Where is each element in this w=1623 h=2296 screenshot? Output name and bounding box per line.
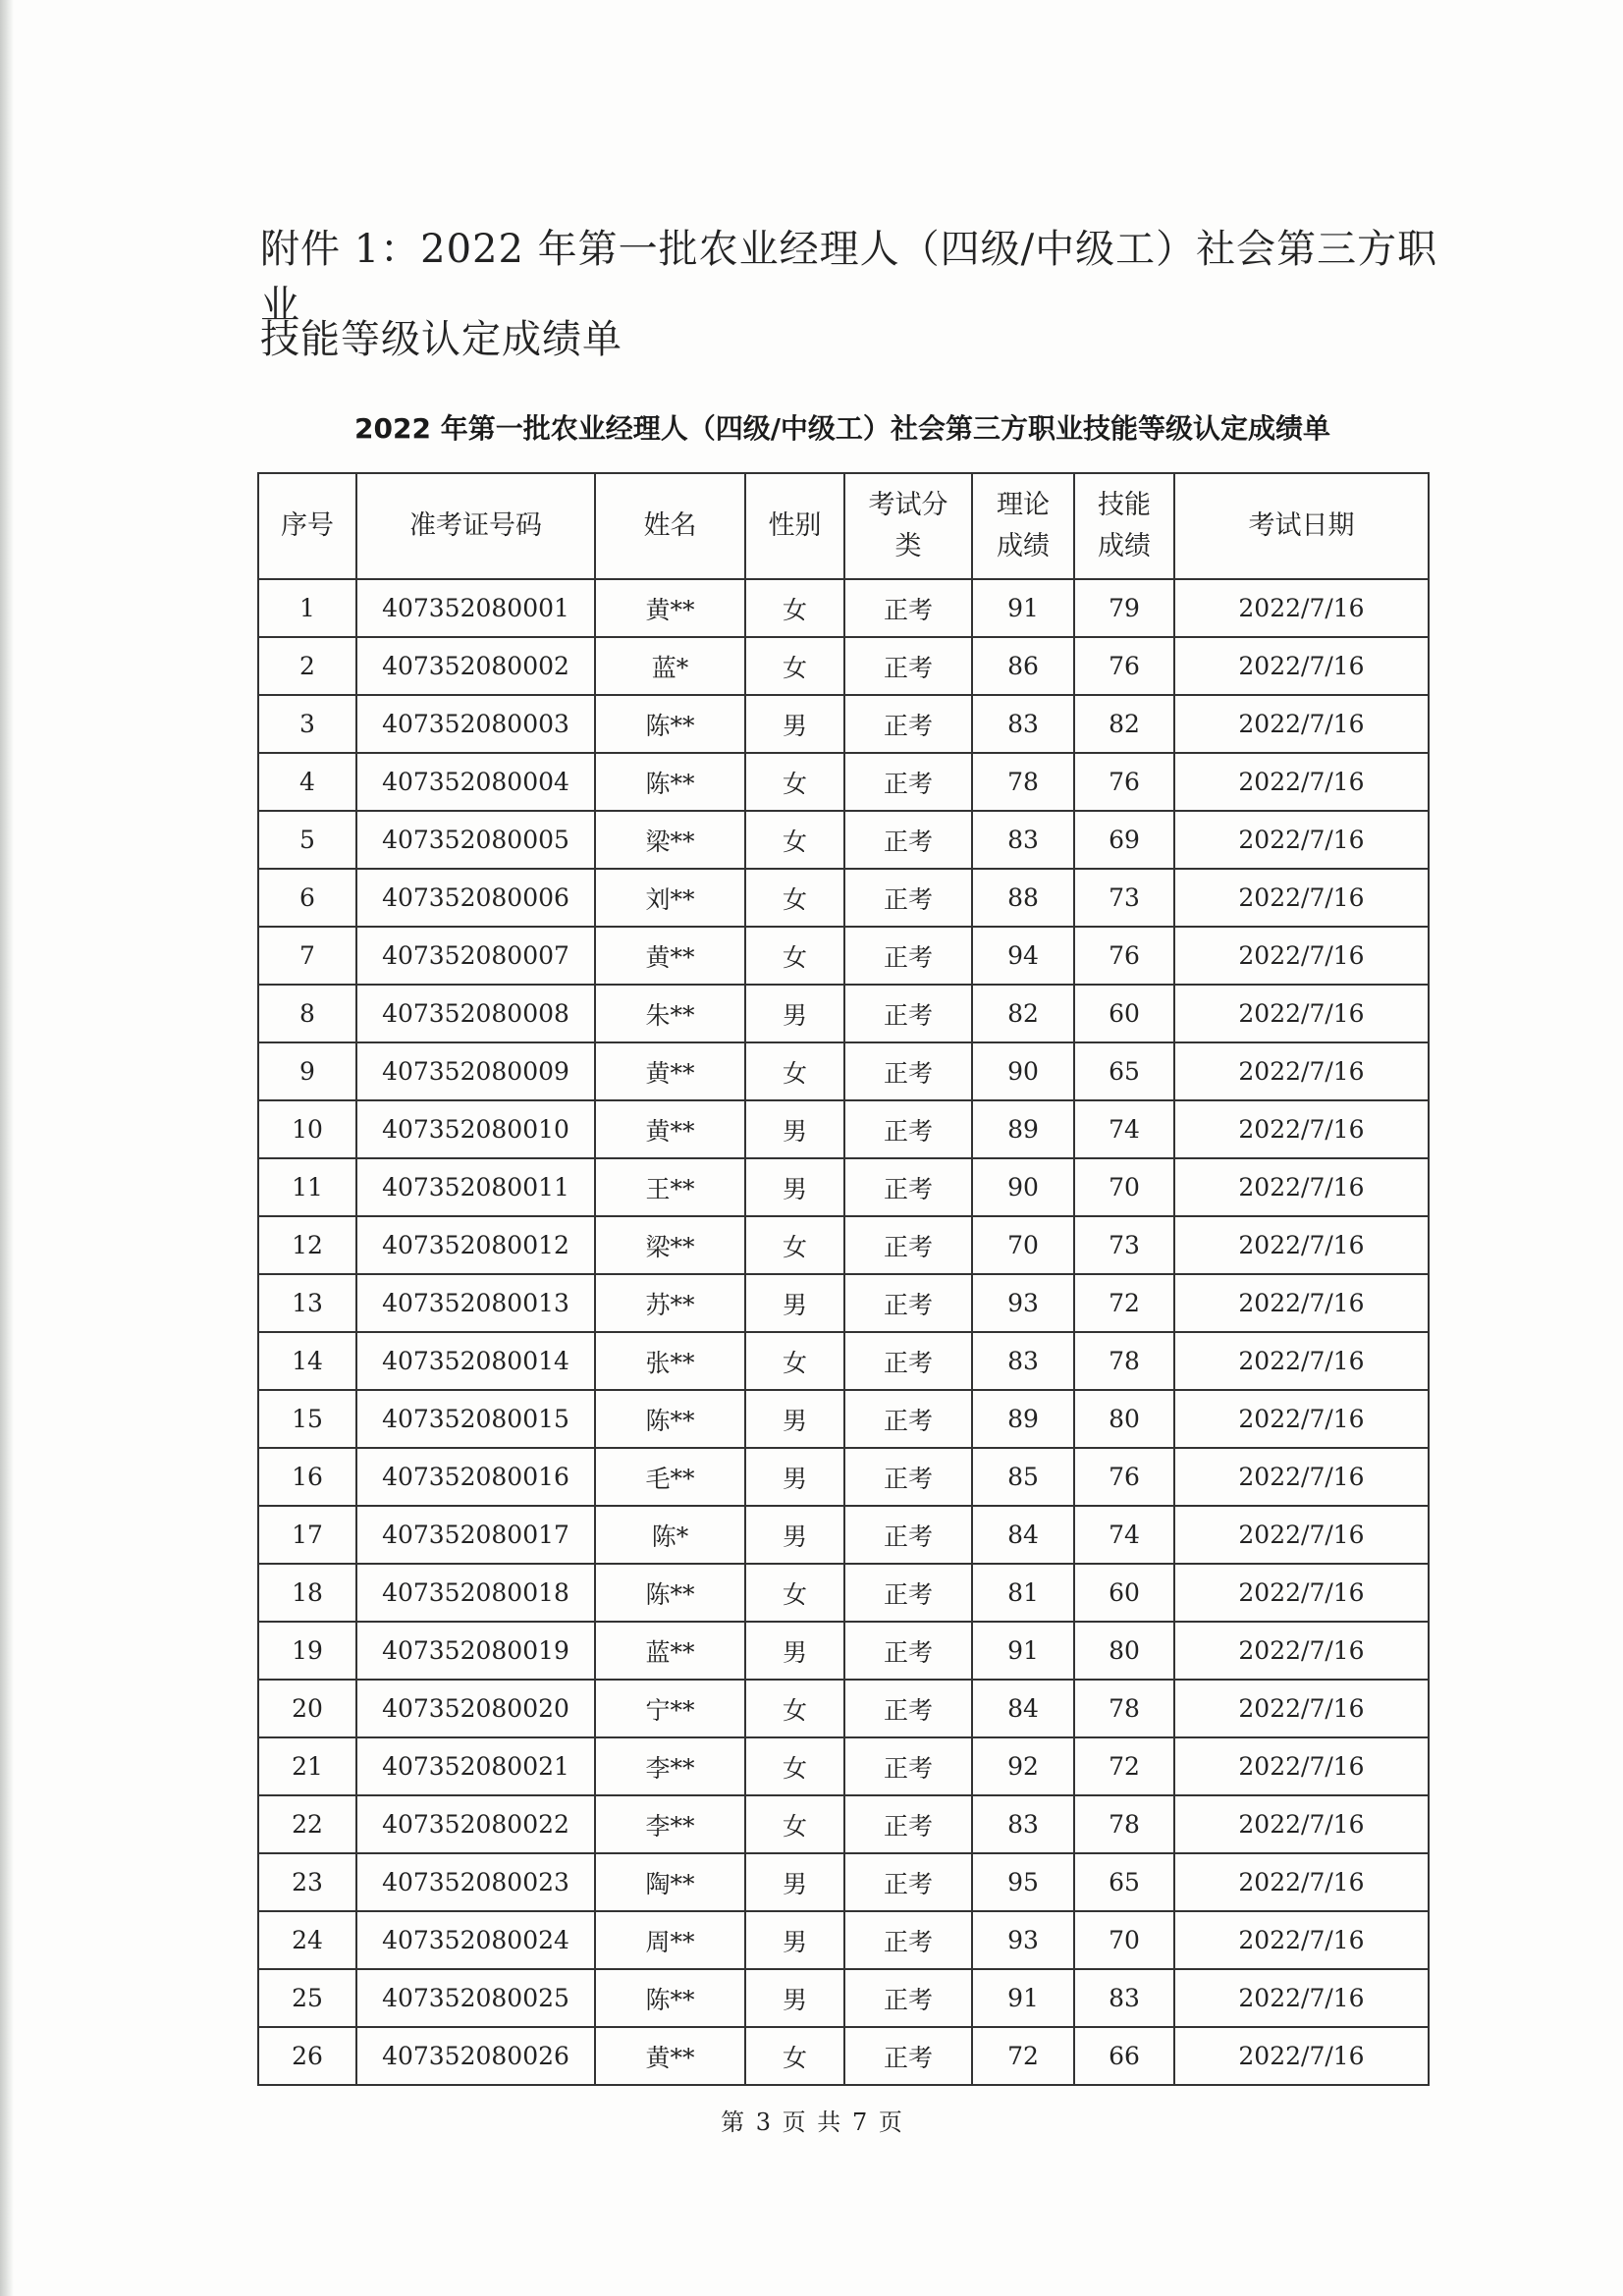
table-row: [258, 1969, 1429, 2027]
cell-gender: 男: [745, 1100, 844, 1158]
cell-skill-score: 73: [1074, 1216, 1174, 1274]
table-row: [258, 579, 1429, 637]
cell-theory-score: 84: [972, 1506, 1074, 1564]
table-row: [258, 1506, 1429, 1564]
cell-name: 梁**: [595, 1216, 745, 1274]
cell-gender: 女: [745, 1042, 844, 1100]
table-row: [258, 1390, 1429, 1448]
cell-gender: 女: [745, 1795, 844, 1853]
cell-exam-date: 2022/7/16: [1174, 869, 1429, 927]
cell-exam-type: 正考: [844, 1853, 972, 1911]
table-row: [258, 869, 1429, 927]
table-row: [258, 695, 1429, 753]
cell-skill-score: 83: [1074, 1969, 1174, 2027]
cell-name: 陶**: [595, 1853, 745, 1911]
cell-skill-score: 70: [1074, 1911, 1174, 1969]
cell-name: 苏**: [595, 1274, 745, 1332]
cell-exam-date: 2022/7/16: [1174, 1332, 1429, 1390]
cell-exam-type: 正考: [844, 985, 972, 1042]
cell-seq: 18: [258, 1564, 356, 1622]
cell-exam-date: 2022/7/16: [1174, 1506, 1429, 1564]
cell-name: 刘**: [595, 869, 745, 927]
table-row: [258, 1564, 1429, 1622]
cell-exam-date: 2022/7/16: [1174, 1911, 1429, 1969]
cell-exam-type: 正考: [844, 1332, 972, 1390]
cell-skill-score: 78: [1074, 1332, 1174, 1390]
table-row: [258, 1216, 1429, 1274]
cell-exam-type: 正考: [844, 1042, 972, 1100]
cell-exam-id: 407352080022: [356, 1795, 595, 1853]
cell-exam-id: 407352080024: [356, 1911, 595, 1969]
cell-exam-date: 2022/7/16: [1174, 579, 1429, 637]
page-number: 第 3 页 共 7 页: [721, 2109, 902, 2136]
cell-name: 黄**: [595, 927, 745, 985]
cell-exam-id: 407352080012: [356, 1216, 595, 1274]
cell-exam-type: 正考: [844, 1158, 972, 1216]
attachment-heading-line-1: 附件 1：2022 年第一批农业经理人（四级/中级工）社会第三方职业: [260, 227, 1438, 328]
cell-theory-score: 89: [972, 1390, 1074, 1448]
header-name: 姓名: [595, 473, 745, 579]
cell-name: 周**: [595, 1911, 745, 1969]
cell-name: 梁**: [595, 811, 745, 869]
cell-exam-date: 2022/7/16: [1174, 811, 1429, 869]
cell-skill-score: 76: [1074, 927, 1174, 985]
cell-name: 陈**: [595, 1564, 745, 1622]
cell-skill-score: 76: [1074, 1448, 1174, 1506]
cell-exam-type: 正考: [844, 1564, 972, 1622]
cell-exam-id: 407352080007: [356, 927, 595, 985]
cell-theory-score: 83: [972, 695, 1074, 753]
cell-name: 李**: [595, 1795, 745, 1853]
cell-exam-date: 2022/7/16: [1174, 1100, 1429, 1158]
cell-exam-id: 407352080016: [356, 1448, 595, 1506]
cell-theory-score: 83: [972, 1332, 1074, 1390]
header-skill-score: [1074, 473, 1174, 579]
cell-skill-score: 72: [1074, 1274, 1174, 1332]
table-row: [258, 1158, 1429, 1216]
cell-exam-date: 2022/7/16: [1174, 927, 1429, 985]
cell-gender: 男: [745, 1506, 844, 1564]
cell-exam-type: 正考: [844, 1448, 972, 1506]
cell-exam-id: 407352080023: [356, 1853, 595, 1911]
cell-gender: 女: [745, 753, 844, 811]
cell-theory-score: 86: [972, 637, 1074, 695]
cell-seq: 24: [258, 1911, 356, 1969]
cell-exam-date: 2022/7/16: [1174, 1448, 1429, 1506]
cell-seq: 12: [258, 1216, 356, 1274]
cell-gender: 男: [745, 1911, 844, 1969]
table-row: [258, 1332, 1429, 1390]
header-theory-line-1: 理论: [997, 490, 1050, 520]
cell-seq: 5: [258, 811, 356, 869]
cell-skill-score: 66: [1074, 2027, 1174, 2085]
table-row: [258, 1911, 1429, 1969]
cell-theory-score: 91: [972, 1969, 1074, 2027]
cell-exam-date: 2022/7/16: [1174, 1622, 1429, 1680]
attachment-heading-line-2: 技能等级认定成绩单: [260, 317, 622, 362]
cell-gender: 女: [745, 579, 844, 637]
table-body: [258, 579, 1429, 2085]
cell-theory-score: 88: [972, 869, 1074, 927]
cell-exam-id: 407352080025: [356, 1969, 595, 2027]
cell-exam-id: 407352080009: [356, 1042, 595, 1100]
header-exam-type-line-2: 类: [894, 531, 922, 561]
cell-skill-score: 78: [1074, 1680, 1174, 1737]
cell-name: 陈*: [595, 1506, 745, 1564]
cell-theory-score: 91: [972, 1622, 1074, 1680]
cell-seq: 23: [258, 1853, 356, 1911]
cell-skill-score: 70: [1074, 1158, 1174, 1216]
cell-exam-id: 407352080014: [356, 1332, 595, 1390]
cell-theory-score: 89: [972, 1100, 1074, 1158]
cell-exam-type: 正考: [844, 579, 972, 637]
cell-exam-date: 2022/7/16: [1174, 2027, 1429, 2085]
cell-name: 张**: [595, 1332, 745, 1390]
cell-exam-id: 407352080006: [356, 869, 595, 927]
cell-exam-id: 407352080015: [356, 1390, 595, 1448]
cell-seq: 8: [258, 985, 356, 1042]
cell-skill-score: 82: [1074, 695, 1174, 753]
table-row: [258, 1853, 1429, 1911]
cell-name: 朱**: [595, 985, 745, 1042]
cell-name: 黄**: [595, 579, 745, 637]
cell-gender: 男: [745, 1448, 844, 1506]
header-theory-line-2: 成绩: [997, 531, 1050, 561]
cell-name: 陈**: [595, 753, 745, 811]
cell-exam-type: 正考: [844, 811, 972, 869]
table-row: [258, 1622, 1429, 1680]
cell-exam-date: 2022/7/16: [1174, 985, 1429, 1042]
cell-exam-id: 407352080003: [356, 695, 595, 753]
cell-exam-type: 正考: [844, 1216, 972, 1274]
table-row: [258, 1737, 1429, 1795]
header-skill-line-1: 技能: [1098, 490, 1151, 520]
table-row: [258, 753, 1429, 811]
cell-name: 蓝**: [595, 1622, 745, 1680]
cell-exam-id: 407352080018: [356, 1564, 595, 1622]
header-exam-type-line-1: 考试分: [868, 490, 948, 520]
cell-exam-type: 正考: [844, 869, 972, 927]
cell-gender: 女: [745, 1680, 844, 1737]
cell-theory-score: 91: [972, 579, 1074, 637]
cell-exam-type: 正考: [844, 1390, 972, 1448]
cell-skill-score: 72: [1074, 1737, 1174, 1795]
cell-exam-date: 2022/7/16: [1174, 1274, 1429, 1332]
cell-theory-score: 85: [972, 1448, 1074, 1506]
cell-skill-score: 78: [1074, 1795, 1174, 1853]
table-row: [258, 1274, 1429, 1332]
cell-theory-score: 78: [972, 753, 1074, 811]
cell-theory-score: 72: [972, 2027, 1074, 2085]
cell-gender: 女: [745, 811, 844, 869]
cell-exam-date: 2022/7/16: [1174, 753, 1429, 811]
cell-skill-score: 60: [1074, 1564, 1174, 1622]
cell-theory-score: 95: [972, 1853, 1074, 1911]
cell-gender: 女: [745, 1216, 844, 1274]
cell-exam-date: 2022/7/16: [1174, 1564, 1429, 1622]
header-exam-type: [844, 473, 972, 579]
cell-exam-date: 2022/7/16: [1174, 1969, 1429, 2027]
cell-seq: 2: [258, 637, 356, 695]
table-row: [258, 811, 1429, 869]
cell-gender: 女: [745, 869, 844, 927]
cell-name: 蓝*: [595, 637, 745, 695]
cell-theory-score: 83: [972, 1795, 1074, 1853]
cell-name: 陈**: [595, 1969, 745, 2027]
cell-skill-score: 73: [1074, 869, 1174, 927]
cell-exam-id: 407352080013: [356, 1274, 595, 1332]
cell-exam-type: 正考: [844, 927, 972, 985]
cell-skill-score: 65: [1074, 1042, 1174, 1100]
header-theory-score: [972, 473, 1074, 579]
cell-exam-date: 2022/7/16: [1174, 637, 1429, 695]
table-row: [258, 927, 1429, 985]
cell-gender: 男: [745, 1274, 844, 1332]
cell-skill-score: 74: [1074, 1506, 1174, 1564]
cell-gender: 男: [745, 1158, 844, 1216]
cell-exam-type: 正考: [844, 637, 972, 695]
cell-exam-type: 正考: [844, 2027, 972, 2085]
cell-skill-score: 60: [1074, 985, 1174, 1042]
cell-exam-id: 407352080010: [356, 1100, 595, 1158]
cell-skill-score: 80: [1074, 1390, 1174, 1448]
cell-name: 黄**: [595, 2027, 745, 2085]
cell-seq: 10: [258, 1100, 356, 1158]
cell-exam-id: 407352080002: [356, 637, 595, 695]
header-exam-date: 考试日期: [1174, 473, 1429, 579]
cell-name: 黄**: [595, 1100, 745, 1158]
header-gender: 性别: [745, 473, 844, 579]
cell-skill-score: 74: [1074, 1100, 1174, 1158]
cell-theory-score: 70: [972, 1216, 1074, 1274]
cell-exam-type: 正考: [844, 753, 972, 811]
cell-seq: 11: [258, 1158, 356, 1216]
cell-seq: 25: [258, 1969, 356, 2027]
cell-gender: 女: [745, 637, 844, 695]
cell-seq: 15: [258, 1390, 356, 1448]
cell-exam-date: 2022/7/16: [1174, 1390, 1429, 1448]
cell-seq: 22: [258, 1795, 356, 1853]
cell-skill-score: 76: [1074, 637, 1174, 695]
cell-theory-score: 90: [972, 1042, 1074, 1100]
cell-seq: 7: [258, 927, 356, 985]
cell-name: 王**: [595, 1158, 745, 1216]
cell-theory-score: 83: [972, 811, 1074, 869]
cell-theory-score: 84: [972, 1680, 1074, 1737]
cell-exam-date: 2022/7/16: [1174, 1158, 1429, 1216]
header-seq: 序号: [258, 473, 356, 579]
cell-exam-type: 正考: [844, 1737, 972, 1795]
cell-skill-score: 80: [1074, 1622, 1174, 1680]
table-row: [258, 985, 1429, 1042]
cell-exam-id: 407352080005: [356, 811, 595, 869]
cell-exam-date: 2022/7/16: [1174, 1680, 1429, 1737]
cell-exam-type: 正考: [844, 1680, 972, 1737]
cell-exam-id: 407352080017: [356, 1506, 595, 1564]
cell-exam-id: 407352080019: [356, 1622, 595, 1680]
cell-seq: 1: [258, 579, 356, 637]
cell-name: 李**: [595, 1737, 745, 1795]
header-skill-line-2: 成绩: [1098, 531, 1151, 561]
cell-exam-type: 正考: [844, 1795, 972, 1853]
cell-name: 宁**: [595, 1680, 745, 1737]
scan-edge: [0, 0, 14, 2296]
cell-exam-id: 407352080011: [356, 1158, 595, 1216]
cell-gender: 男: [745, 1969, 844, 2027]
cell-seq: 26: [258, 2027, 356, 2085]
cell-theory-score: 94: [972, 927, 1074, 985]
cell-exam-id: 407352080008: [356, 985, 595, 1042]
cell-exam-id: 407352080020: [356, 1680, 595, 1737]
cell-exam-date: 2022/7/16: [1174, 695, 1429, 753]
cell-exam-id: 407352080001: [356, 579, 595, 637]
cell-theory-score: 93: [972, 1911, 1074, 1969]
cell-seq: 3: [258, 695, 356, 753]
cell-exam-id: 407352080004: [356, 753, 595, 811]
cell-gender: 女: [745, 2027, 844, 2085]
cell-skill-score: 76: [1074, 753, 1174, 811]
cell-seq: 19: [258, 1622, 356, 1680]
table-row: [258, 1100, 1429, 1158]
cell-exam-date: 2022/7/16: [1174, 1853, 1429, 1911]
cell-gender: 女: [745, 1332, 844, 1390]
cell-exam-id: 407352080026: [356, 2027, 595, 2085]
cell-exam-date: 2022/7/16: [1174, 1795, 1429, 1853]
cell-gender: 男: [745, 1622, 844, 1680]
cell-theory-score: 81: [972, 1564, 1074, 1622]
cell-gender: 女: [745, 1737, 844, 1795]
cell-seq: 14: [258, 1332, 356, 1390]
cell-seq: 21: [258, 1737, 356, 1795]
cell-gender: 女: [745, 1564, 844, 1622]
cell-skill-score: 79: [1074, 579, 1174, 637]
cell-gender: 男: [745, 1853, 844, 1911]
cell-exam-date: 2022/7/16: [1174, 1042, 1429, 1100]
cell-seq: 4: [258, 753, 356, 811]
cell-exam-date: 2022/7/16: [1174, 1737, 1429, 1795]
table-title: 2022 年第一批农业经理人（四级/中级工）社会第三方职业技能等级认定成绩单: [354, 412, 1330, 445]
cell-exam-type: 正考: [844, 695, 972, 753]
cell-name: 陈**: [595, 1390, 745, 1448]
cell-theory-score: 92: [972, 1737, 1074, 1795]
cell-gender: 女: [745, 927, 844, 985]
cell-seq: 16: [258, 1448, 356, 1506]
grades-table: [257, 472, 1430, 2086]
table-header-row: [258, 473, 1429, 579]
cell-skill-score: 69: [1074, 811, 1174, 869]
cell-gender: 男: [745, 985, 844, 1042]
cell-name: 黄**: [595, 1042, 745, 1100]
cell-name: 毛**: [595, 1448, 745, 1506]
cell-gender: 男: [745, 1390, 844, 1448]
cell-exam-type: 正考: [844, 1100, 972, 1158]
cell-exam-type: 正考: [844, 1969, 972, 2027]
table-row: [258, 1680, 1429, 1737]
cell-seq: 9: [258, 1042, 356, 1100]
cell-theory-score: 90: [972, 1158, 1074, 1216]
table-row: [258, 637, 1429, 695]
cell-gender: 男: [745, 695, 844, 753]
table-row: [258, 1042, 1429, 1100]
cell-exam-date: 2022/7/16: [1174, 1216, 1429, 1274]
table-row: [258, 1448, 1429, 1506]
cell-name: 陈**: [595, 695, 745, 753]
cell-seq: 13: [258, 1274, 356, 1332]
cell-seq: 20: [258, 1680, 356, 1737]
cell-theory-score: 93: [972, 1274, 1074, 1332]
cell-seq: 17: [258, 1506, 356, 1564]
cell-exam-type: 正考: [844, 1274, 972, 1332]
cell-exam-type: 正考: [844, 1506, 972, 1564]
cell-theory-score: 82: [972, 985, 1074, 1042]
cell-skill-score: 65: [1074, 1853, 1174, 1911]
header-exam-id: 准考证号码: [356, 473, 595, 579]
table-row: [258, 1795, 1429, 1853]
cell-exam-type: 正考: [844, 1622, 972, 1680]
cell-exam-type: 正考: [844, 1911, 972, 1969]
cell-seq: 6: [258, 869, 356, 927]
table-row: [258, 2027, 1429, 2085]
cell-exam-id: 407352080021: [356, 1737, 595, 1795]
